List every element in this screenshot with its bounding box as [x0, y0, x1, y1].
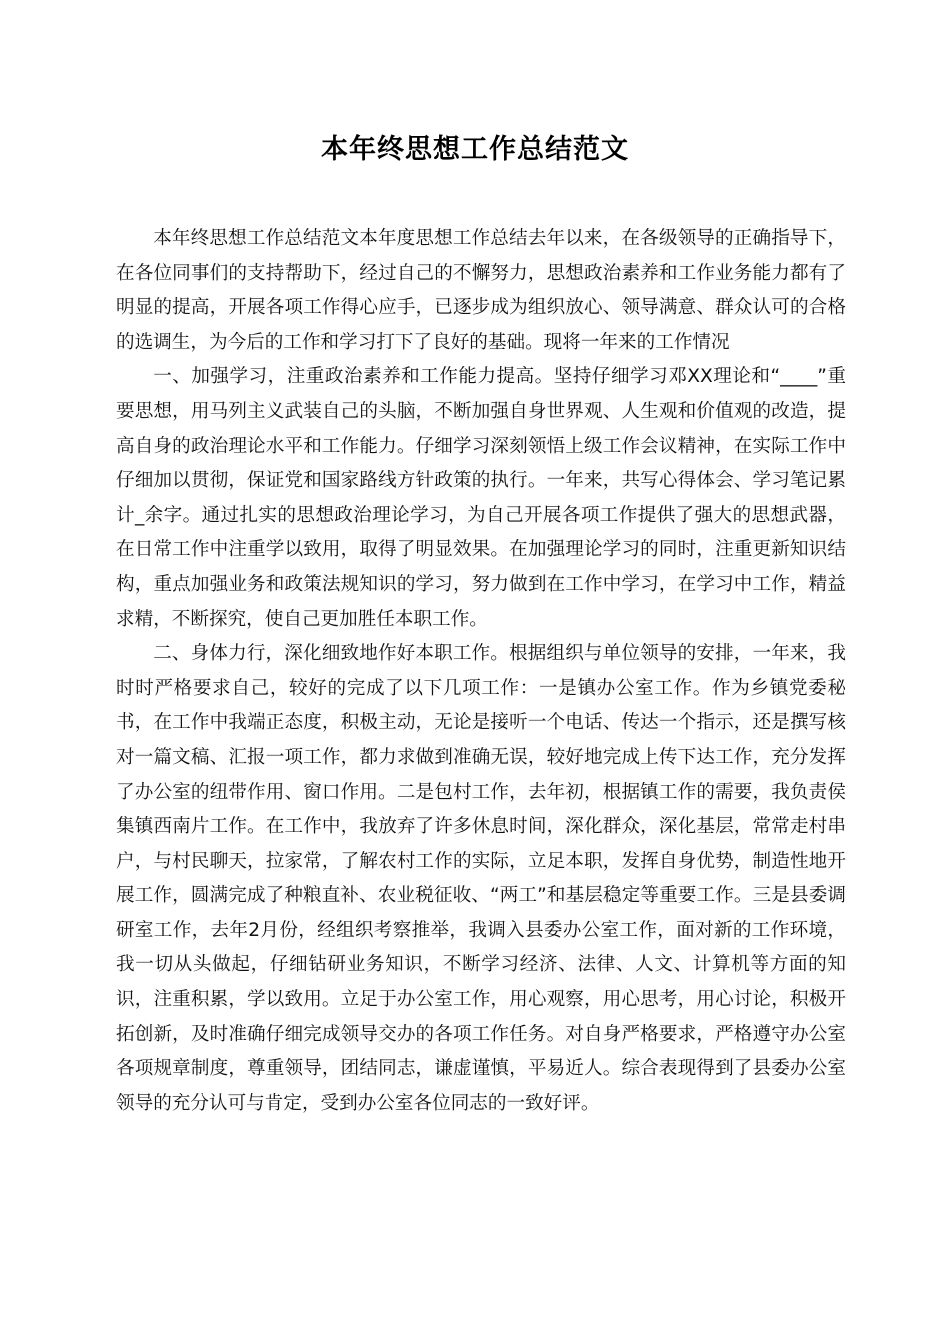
- paragraph-section-two: 二、身体力行，深化细致地作好本职工作。根据组织与单位领导的安排，一年来，我时时严格要求自己，较好的完成了以下几项工作：一是镇办公室工作。作为乡镇党委秘书，在工作中我端正态度，积极主动，无论是接听一个电话、传达一个指示，还是撰写核对一篇文稿、汇报一项工作，都力求做到准确无误，较好地完成上传下达工作，充分发挥了办公室的纽带作用、窗口作用。二是包村工作，去年初，根据镇工作的需要，我负责侯集镇西南片工作。在工作中，我放弃了许多休息时间，深化群众，深化基层，常常走村串户，与村民聊天，拉家常，了解农村工作的实际，立足本职，发挥自身优势，制造性地开展工作，圆满完成了种粮直补、农业税征收、“两工”和基层稳定等重要工作。三是县委调研室工作，去年2月份，经组织考察推举，我调入县委办公室工作，面对新的工作环境，我一切从头做起，仔细钻研业务知识，不断学习经济、法律、人文、计算机等方面的知识，注重积累，学以致用。立足于办公室工作，用心观察，用心思考，用心讨论，积极开拓创新，及时准确仔细完成领导交办的各项工作任务。对自身严格要求，严格遵守办公室各项规章制度，尊重领导，团结同志，谦虚谨慎，平易近人。综合表现得到了县委办公室领导的充分认可与肯定，受到办公室各位同志的一致好评。: [116, 643, 846, 1114]
- paragraph-section-one: 一、加强学习，注重政治素养和工作能力提高。坚持仔细学习邓XX理论和“____”重要思想，用马列主义武装自己的头脑，不断加强自身世界观、人生观和价值观的改造，提高自身的政治理论水平和工作能力。仔细学习深刻领悟上级工作会议精神，在实际工作中仔细加以贯彻，保证党和国家路线方针政策的执行。一年来，共写心得体会、学习笔记累计_余字。通过扎实的思想政治理论学习，为自己开展各项工作提供了强大的思想武器，在日常工作中注重学以致用，取得了明显效果。在加强理论学习的同时，注重更新知识结构，重点加强业务和政策法规知识的学习，努力做到在工作中学习，在学习中工作，精益求精，不断探究，使自己更加胜任本职工作。: [116, 366, 846, 630]
- document-body: [116, 222, 846, 1121]
- paragraph-intro: 本年终思想工作总结范文本年度思想工作总结去年以来，在各级领导的正确指导下，在各位同事们的支持帮助下，经过自己的不懈努力，思想政治素养和工作业务能力都有了明显的提高，开展各项工作得心应手，已逐步成为组织放心、领导满意、群众认可的合格的选调生，为今后的工作和学习打下了良好的基础。现将一年来的工作情况: [116, 228, 846, 353]
- document-title: 本年终思想工作总结范文: [321, 134, 629, 165]
